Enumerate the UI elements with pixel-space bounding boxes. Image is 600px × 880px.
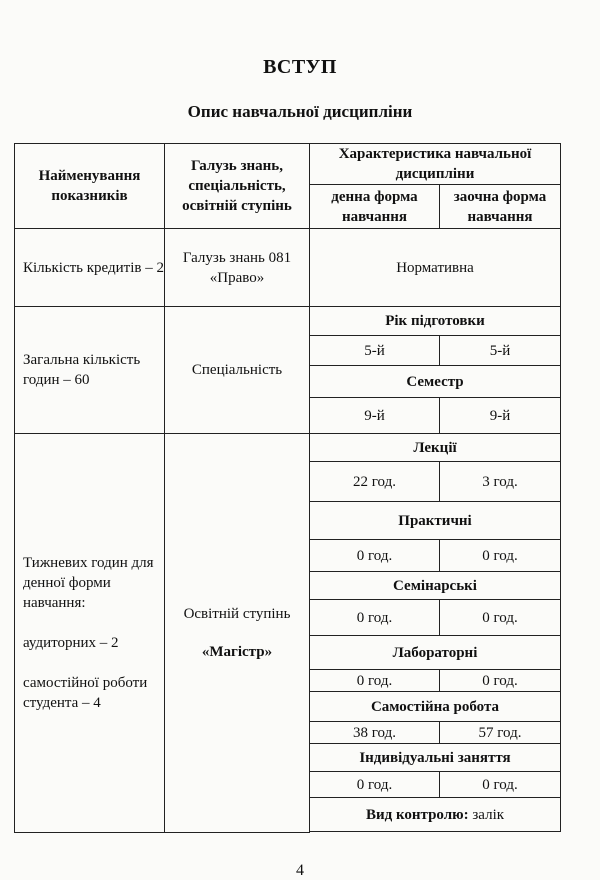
control-type-value: залік [472, 806, 505, 823]
control-type-label: Вид контролю: [365, 806, 469, 823]
study-year-part-time: 5-й [440, 336, 561, 366]
individual-title: Індивідуальні заняття [310, 744, 561, 772]
individual-day: 0 год. [310, 772, 440, 798]
semester-title: Семестр [310, 366, 561, 398]
header-characteristics: Характеристика навчальної дисципліни [310, 144, 561, 185]
study-year-day: 5-й [310, 336, 440, 366]
page-number: 4 [296, 862, 304, 879]
semester-part-time: 9-й [440, 398, 561, 434]
degree-value: «Магістр» [201, 643, 273, 660]
practical-title: Практичні [310, 502, 561, 540]
credits-label: Кількість кредитів – 2 [15, 229, 165, 307]
total-hours-label: Загальна кількість годин – 60 [15, 307, 165, 434]
lab-title: Лабораторні [310, 636, 561, 670]
control-type-cell [310, 798, 561, 832]
weekly-hours-cell [15, 434, 165, 833]
semester-day: 9-й [310, 398, 440, 434]
seminar-title: Семінарські [310, 572, 561, 600]
selfwork-day: 38 год. [310, 722, 440, 744]
degree-cell [165, 434, 310, 833]
study-year-title: Рік підготовки [310, 307, 561, 336]
discipline-table [14, 143, 561, 833]
seminar-part-time: 0 год. [440, 600, 561, 636]
weekly-hours-label: Тижневих годин для денної форми навчання: [23, 554, 154, 611]
page-subheading: Опис навчальної дисципліни [187, 102, 413, 121]
individual-part-time: 0 год. [440, 772, 561, 798]
selfwork-title: Самостійна робота [310, 692, 561, 722]
field-of-knowledge: Галузь знань 081 «Право» [165, 229, 310, 307]
selfwork-part-time: 57 год. [440, 722, 561, 744]
header-part-time-form: заочна форма навчання [440, 185, 561, 229]
header-field: Галузь знань, спеціальність, освітній ступінь [165, 144, 310, 229]
lab-day: 0 год. [310, 670, 440, 692]
page-heading: ВСТУП [263, 56, 337, 78]
self-study-hours: самостійної роботи студента – 4 [23, 674, 148, 711]
discipline-status: Нормативна [310, 229, 561, 307]
header-day-form: денна форма навчання [310, 185, 440, 229]
practical-part-time: 0 год. [440, 540, 561, 572]
auditory-hours: аудиторних – 2 [23, 634, 119, 651]
lectures-part-time: 3 год. [440, 462, 561, 502]
degree-label: Освітній ступінь [183, 605, 291, 622]
lectures-day: 22 год. [310, 462, 440, 502]
header-indicators: Найменування показників [15, 144, 165, 229]
lab-part-time: 0 год. [440, 670, 561, 692]
practical-day: 0 год. [310, 540, 440, 572]
specialty-label: Спеціальність [165, 307, 310, 434]
lectures-title: Лекції [310, 434, 561, 462]
seminar-day: 0 год. [310, 600, 440, 636]
